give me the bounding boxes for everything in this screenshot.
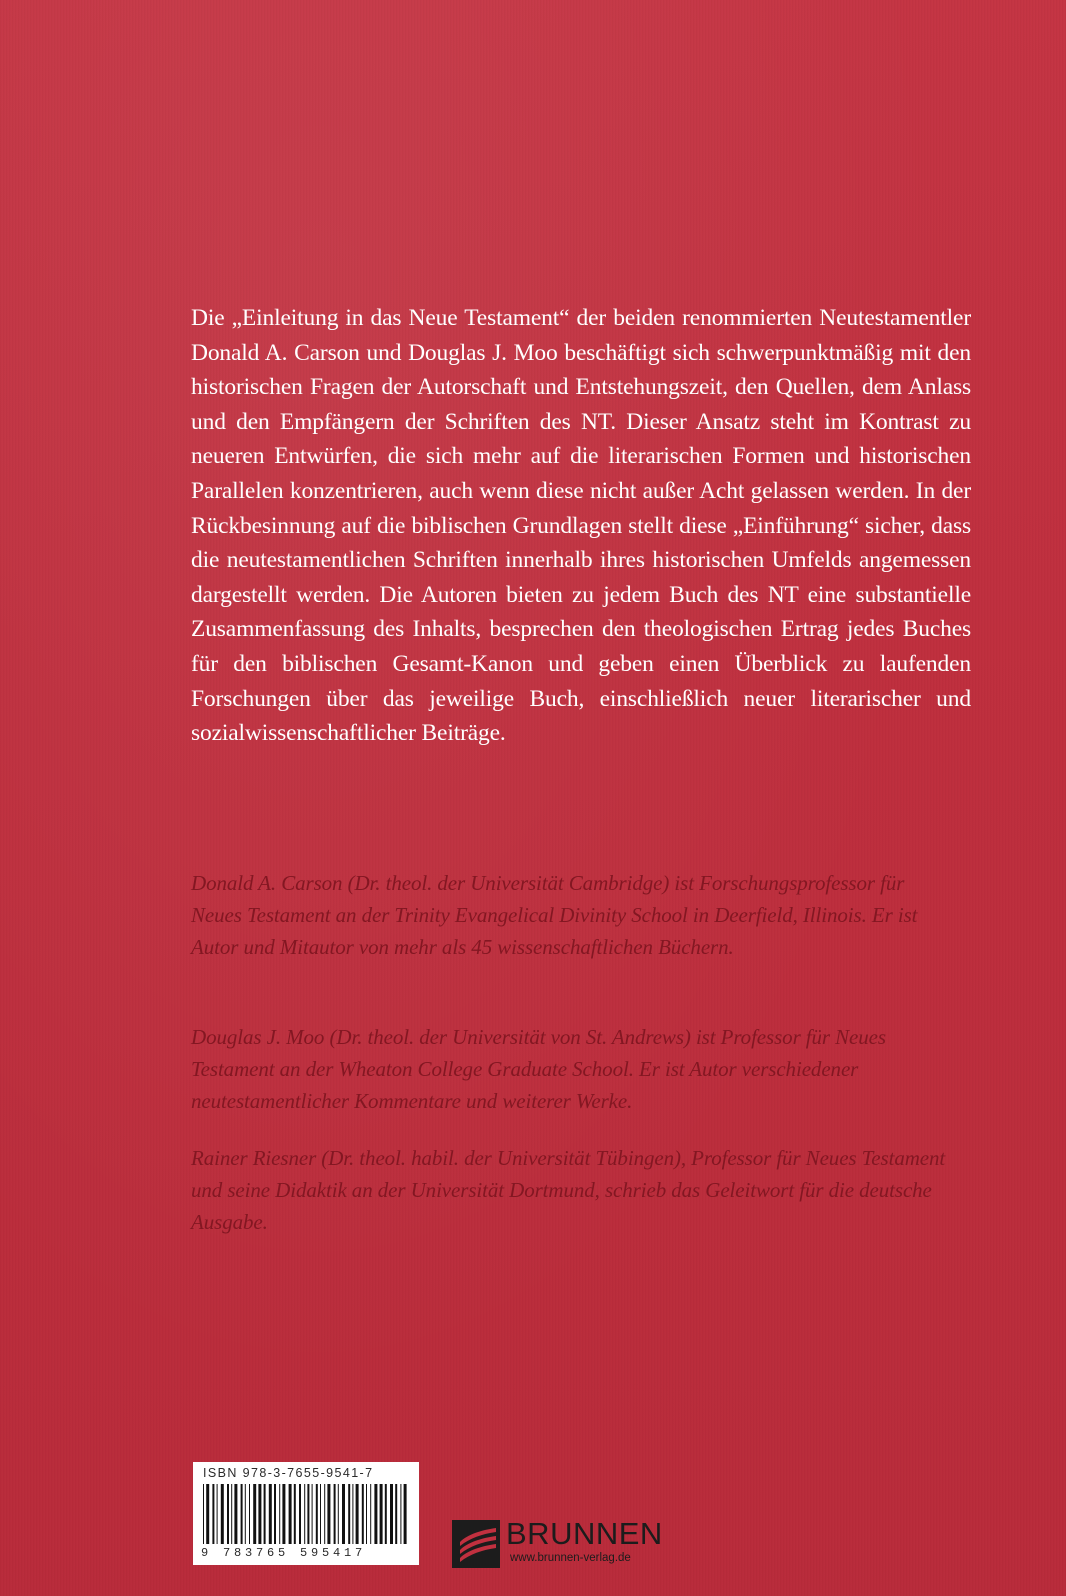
foreword-bio-riesner: Rainer Riesner (Dr. theol. habil. der Universität Tübingen), Professor für Neues Testament und seine Didaktik an der Universität Dortmund, schrieb das Geleitwort für die deutsche Ausgabe.	[191, 1146, 946, 1234]
author-bio-moo: Douglas J. Moo (Dr. theol. der Universität von St. Andrews) ist Professor für Neues Testament an der Wheaton College Graduate School. Er ist Autor verschiedener neutestamentlicher Kommentare und weiterer Werke.	[191, 1025, 886, 1113]
barcode-bars	[201, 1484, 411, 1544]
barcode-digits: 9 783765 595417	[201, 1546, 367, 1560]
book-description: Die „Einleitung in das Neue Testament“ der beiden renommierten Neutestamentler Donald A. Carson und Douglas J. Moo beschäftigt sich schwerpunktmäßig mit den historischen Fragen der Autorschaft und Entstehungszeit, den Quellen, dem Anlass und den Empfängern der Schriften des NT. Dieser Ansatz steht im Kontrast zu neueren Entwürfen, die sich mehr auf die literarischen Formen und historischen Parallelen konzentrieren, auch wenn diese nicht außer Acht gelassen werden. In der Rückbesinnung auf die biblischen Grundlagen stellt diese „Einführung“ sicher, dass die neutestamentlichen Schriften innerhalb ihres historischen Umfelds angemessen dargestellt werden. Die Autoren bieten zu jedem Buch des NT eine substantielle Zusammenfassung des Inhalts, besprechen den theologischen Ertrag jedes Buches für den biblischen Gesamt-Kanon und geben einen Überblick zu laufenden Forschungen über das jeweilige Buch, einschließlich neuer literarischer und sozialwissenschaftlicher Beiträge.	[191, 305, 971, 747]
isbn-label: ISBN 978-3-7655-9541-7	[203, 1466, 374, 1480]
publisher-logo	[452, 1518, 712, 1570]
brunnen-logo-icon	[452, 1520, 500, 1568]
author-bio-carson: Donald A. Carson (Dr. theol. der Universität Cambridge) ist Forschungsprofessor für Neues Testament an der Trinity Evangelical Divinity School in Deerfield, Illinois. Er ist Autor und Mitautor von mehr als 45 wissenschaftlichen Büchern.	[191, 871, 918, 959]
publisher-url: www.brunnen-verlag.de	[510, 1552, 631, 1564]
isbn-barcode	[193, 1462, 419, 1565]
publisher-name: BRUNNEN	[506, 1516, 663, 1551]
